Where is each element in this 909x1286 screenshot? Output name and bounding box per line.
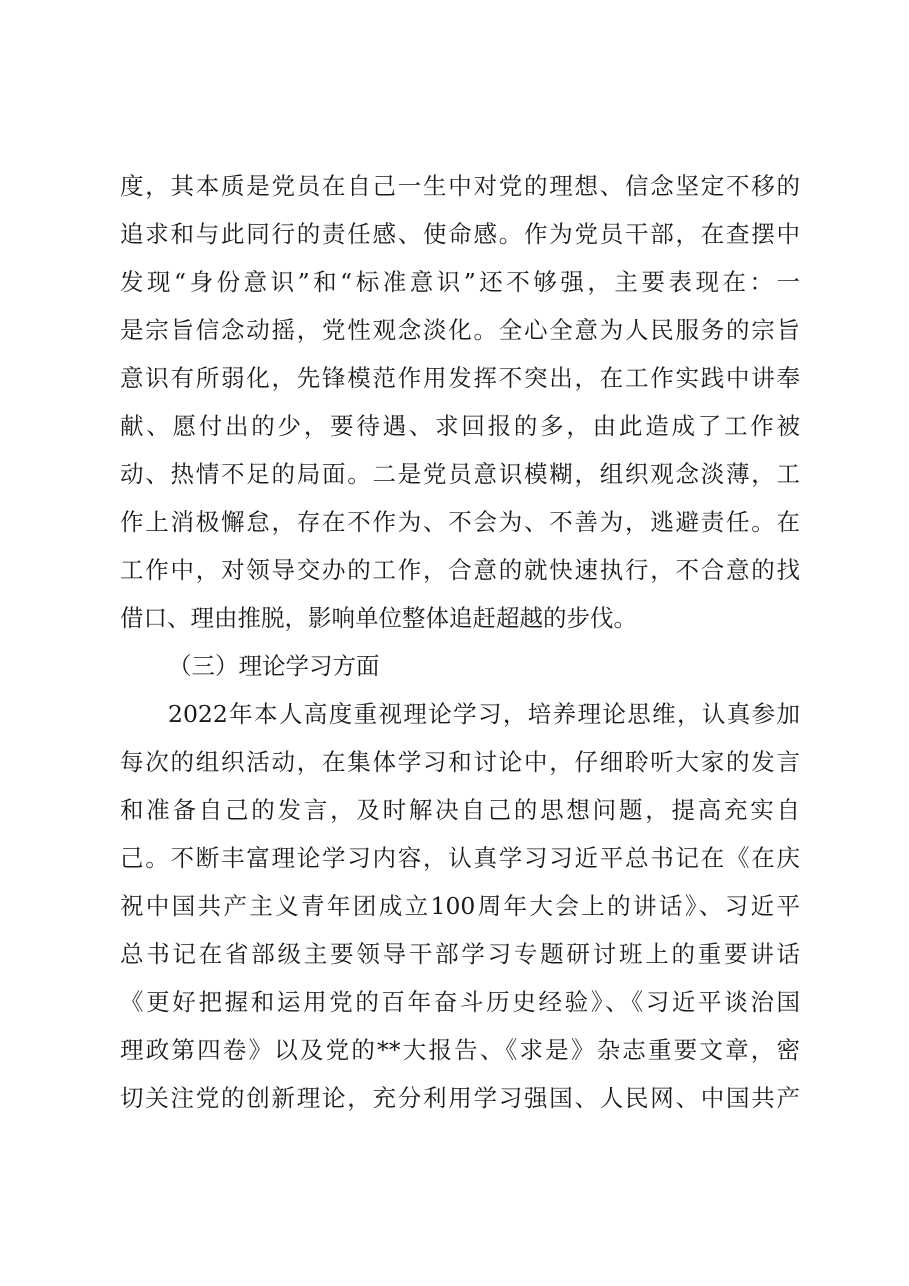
- body-text-line: 是宗旨信念动摇，党性观念淡化。全心全意为人民服务的宗旨: [120, 316, 800, 344]
- section-heading: （三）理论学习方面: [168, 652, 380, 680]
- body-text-line: 作上消极懈怠，存在不作为、不会为、不善为，逃避责任。在: [120, 508, 800, 536]
- body-text-line: 度，其本质是党员在自己一生中对党的理想、信念坚定不移的: [120, 172, 800, 200]
- body-text-line: 和准备自己的发言，及时解决自己的思想问题，提高充实自: [120, 796, 800, 824]
- body-text-line: 每次的组织活动，在集体学习和讨论中，仔细聆听大家的发言: [120, 748, 800, 776]
- body-text-line: 己。不断丰富理论学习内容，认真学习习近平总书记在《在庆: [120, 844, 800, 872]
- body-text-line: 祝中国共产主义青年团成立100周年大会上的讲话》、习近平: [120, 892, 800, 920]
- body-text-line: 意识有所弱化，先锋模范作用发挥不突出，在工作实践中讲奉: [120, 364, 800, 392]
- body-text-line: 工作中，对领导交办的工作，合意的就快速执行，不合意的找: [120, 556, 800, 584]
- body-text-line: 献、愿付出的少，要待遇、求回报的多，由此造成了工作被: [120, 412, 800, 440]
- body-text-line: 2022年本人高度重视理论学习，培养理论思维，认真参加: [168, 700, 800, 728]
- body-text-line: 追求和与此同行的责任感、使命感。作为党员干部，在查摆中: [120, 220, 800, 248]
- body-text-line: 发现“身份意识”和“标准意识”还不够强，主要表现在：一: [120, 268, 800, 296]
- body-text-line: 借口、理由推脱，影响单位整体追赶超越的步伐。: [120, 604, 637, 632]
- body-text-line: 总书记在省部级主要领导干部学习专题研讨班上的重要讲话: [120, 940, 800, 968]
- body-text-line: 切关注党的创新理论，充分利用学习强国、人民网、中国共产: [120, 1084, 800, 1112]
- body-text-line: 动、热情不足的局面。二是党员意识模糊，组织观念淡薄，工: [120, 460, 800, 488]
- body-text-line: 《更好把握和运用党的百年奋斗历史经验》、《习近平谈治国: [120, 988, 800, 1016]
- body-text-line: 理政第四卷》以及党的**大报告、《求是》杂志重要文章，密: [120, 1036, 800, 1064]
